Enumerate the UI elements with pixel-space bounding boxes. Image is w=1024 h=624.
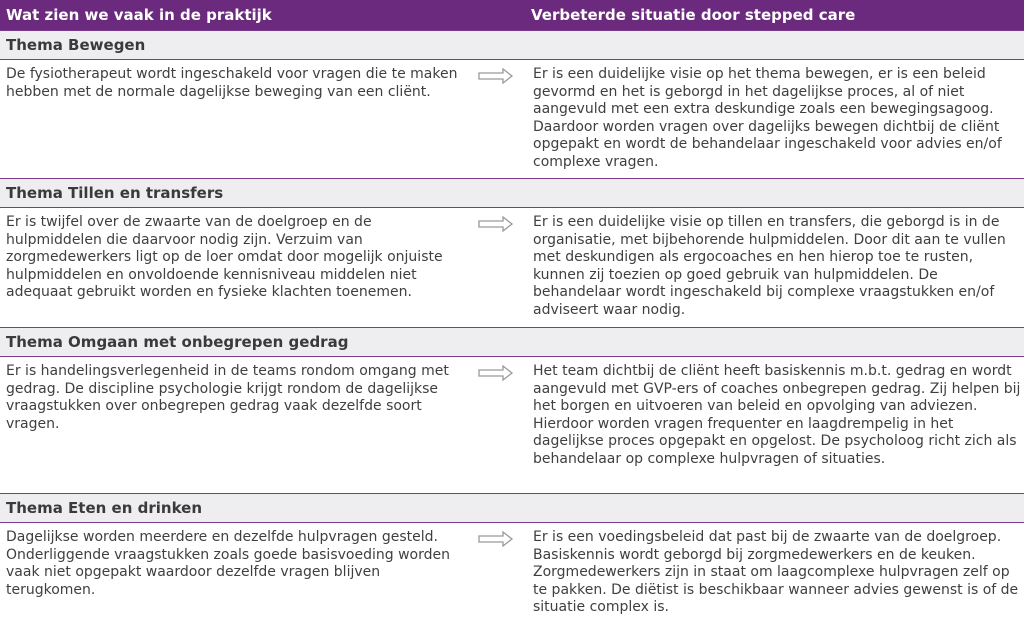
theme-row-bewegen [0,30,1024,60]
theme-row-gedrag [0,327,1024,357]
current-situation: De fysiotherapeut wordt ingeschakeld voor vragen die te maken hebben met de normale dagelijkse beweging van een cliënt. [6,66,458,100]
theme-row-tillen [0,178,1024,208]
improved-situation: Het team dichtbij de cliënt heeft basiskennis m.b.t. gedrag en wordt aangevuld met GVP-ers of coaches onbegrepen gedrag. Zij helpen bij het borgen en uitvoeren van beleid en opvolging van adviezen. Hierdoor worden vragen frequenter en laagdrempelig in het dagelijkse proces opgepakt en opgelost. De psycholoog richt zich als behandelaar op complexe hulpvragen of situaties. [533,363,1021,467]
content-row-eten [0,523,1024,623]
current-situation: Dagelijkse worden meerdere en dezelfde hulpvragen gesteld. Onderliggende vraagstukken zoals goede basisvoeding worden vaak niet opgepakt waardoor dezelfde vragen blijven terugkomen. [6,529,450,598]
theme-title: Thema Eten en drinken [6,499,203,517]
arrow-right-icon [478,68,514,84]
header-right: Verbeterde situatie door stepped care [531,6,856,24]
arrow-right-icon [478,365,514,381]
arrow-right-icon [478,531,514,547]
table-header [0,0,1024,30]
improved-situation: Er is een duidelijke visie op het thema bewegen, er is een beleid gevormd en het is geborgd in het dagelijkse proces, al of niet aangevuld met een extra deskundige zoals een bewegingsagoog. Daardoor worden vragen over dagelijks bewegen dichtbij de cliënt opgepakt en wordt de behandelaar ingeschakeld voor advies en/of complexe vragen. [533,66,1002,170]
current-situation: Er is twijfel over de zwaarte van de doelgroep en de hulpmiddelen die daarvoor nodig zijn. Verzuim van zorgmedewerkers ligt op de loer omdat door mogelijk onjuiste hulpmiddelen en onvoldoende kennisniveau middelen niet adequaat gebruikt worden en fysieke klachten toenemen. [6,214,443,300]
content-row-gedrag [0,357,1024,493]
content-row-bewegen [0,60,1024,178]
improved-situation: Er is een voedingsbeleid dat past bij de zwaarte van de doelgroep. Basiskennis wordt geborgd bij zorgmedewerkers en de keuken. Zorgmedewerkers zijn in staat om laagcomplexe hulpvragen zelf op te pakken. De diëtist is beschikbaar wanneer advies gewenst is of de situatie complex is. [533,529,1019,615]
theme-title: Thema Tillen en transfers [6,184,224,202]
theme-row-eten [0,493,1024,523]
theme-title: Thema Omgaan met onbegrepen gedrag [6,333,349,351]
theme-title: Thema Bewegen [6,36,146,54]
content-row-tillen [0,208,1024,327]
current-situation: Er is handelingsverlegenheid in de teams rondom omgang met gedrag. De discipline psychologie krijgt rondom de dagelijkse vraagstukken over onbegrepen gedrag vaak dezelfde soort vragen. [6,363,449,432]
arrow-right-icon [478,216,514,232]
header-left: Wat zien we vaak in de praktijk [6,6,272,24]
improved-situation: Er is een duidelijke visie op tillen en transfers, die geborgd is in de organisatie, met bijbehorende hulpmiddelen. Door dit aan te vullen met deskundigen als ergocoaches en hen hierop toe te rusten, kunnen zij toezien op goed gebruik van hulpmiddelen. De behandelaar wordt ingeschakeld bij complexe vraagstukken en/of adviseert waar nodig. [533,214,1006,318]
